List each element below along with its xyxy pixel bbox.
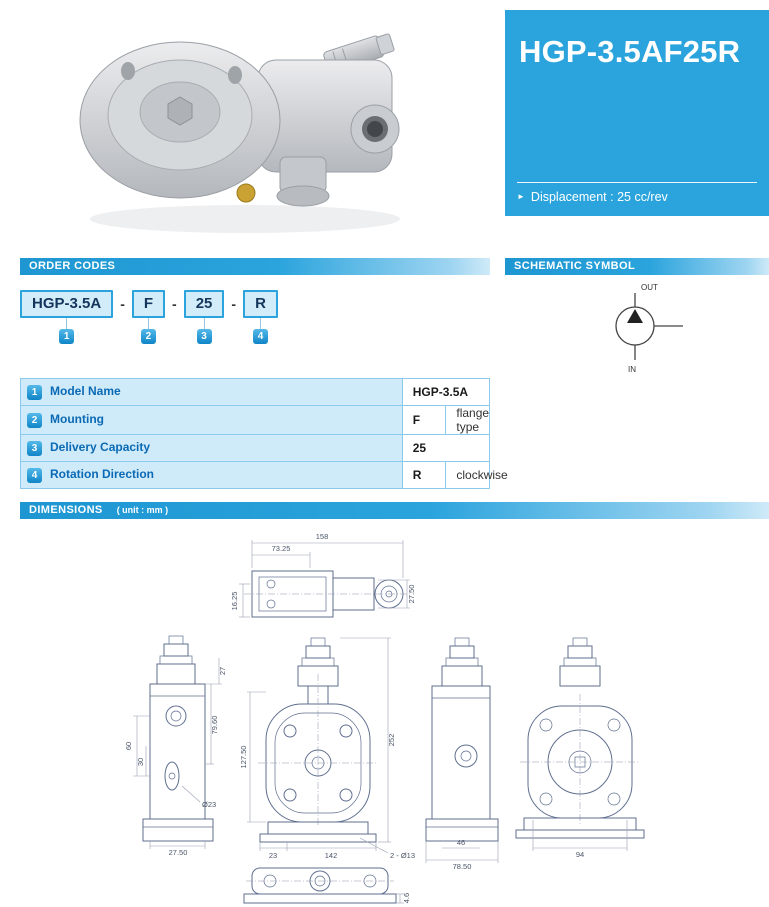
row-label: Delivery Capacity [50, 440, 151, 455]
order-codes-table [20, 378, 508, 489]
svg-text:73.25: 73.25 [271, 544, 291, 553]
row-label: Model Name [50, 384, 121, 399]
order-code-segment [132, 290, 165, 344]
svg-text:142: 142 [324, 851, 338, 860]
code-box-model: HGP-3.5A [20, 290, 113, 318]
badge-4: 4 [253, 329, 268, 344]
triangle-bullet-icon: ► [517, 192, 525, 201]
svg-text:27: 27 [218, 666, 227, 676]
dimension-drawings [0, 524, 769, 907]
dim-view-top [230, 532, 416, 617]
svg-text:79.60: 79.60 [210, 715, 219, 735]
svg-text:78.50: 78.50 [452, 862, 472, 871]
code-separator: - [231, 296, 237, 312]
code-box-rotation: R [243, 290, 278, 318]
svg-text:60: 60 [124, 741, 133, 751]
connector-line [204, 318, 205, 329]
row-code: F [402, 406, 446, 435]
table-row [21, 435, 490, 462]
svg-text:27.50: 27.50 [168, 848, 188, 857]
svg-text:127.50: 127.50 [239, 745, 248, 769]
row-desc: clockwise [446, 462, 490, 489]
brass-plug [237, 184, 255, 202]
table-row [21, 379, 490, 406]
svg-text:94: 94 [575, 850, 585, 859]
svg-text:27.50: 27.50 [407, 584, 416, 604]
dimensions-header [20, 502, 769, 519]
displacement-text: Displacement : 25 cc/rev [530, 190, 668, 204]
svg-text:23: 23 [268, 851, 278, 860]
code-separator: - [120, 296, 125, 312]
row-desc: flange type [446, 406, 490, 435]
svg-text:30: 30 [136, 757, 145, 767]
order-codes-header: ORDER CODES [20, 258, 490, 275]
svg-text:252: 252 [387, 733, 396, 747]
svg-text:Ø23: Ø23 [202, 800, 217, 809]
badge-1: 1 [59, 329, 74, 344]
order-code-segment [243, 290, 278, 344]
row-badge: 1 [27, 385, 42, 400]
svg-text:4.6: 4.6 [402, 892, 411, 904]
dim-view-bottom [244, 868, 411, 903]
dimensions-title: DIMENSIONS [29, 504, 103, 516]
connector-line [148, 318, 149, 329]
dimensions-unit: ( unit : mm ) [116, 505, 169, 515]
code-separator: - [172, 296, 177, 312]
order-code-segment [184, 290, 225, 344]
product-photo [30, 5, 470, 245]
title-panel [505, 10, 769, 216]
code-box-mounting: F [132, 290, 165, 318]
pump-triangle-icon [627, 309, 643, 323]
order-code-segment [20, 290, 113, 344]
schematic-in-label: IN [628, 365, 636, 374]
order-code-row [20, 290, 278, 344]
table-row [21, 406, 490, 435]
schematic-symbol-header: SCHEMATIC SYMBOL [505, 258, 769, 275]
row-label: Mounting [50, 412, 104, 427]
svg-text:46: 46 [456, 838, 466, 847]
displacement-line [517, 182, 757, 204]
dim-view-left [124, 636, 227, 857]
row-badge: 2 [27, 413, 42, 428]
schematic-out-label: OUT [641, 283, 658, 292]
connector-line [260, 318, 261, 329]
svg-text:158: 158 [315, 532, 329, 541]
code-box-capacity: 25 [184, 290, 225, 318]
badge-3: 3 [197, 329, 212, 344]
row-code: HGP-3.5A [402, 379, 489, 406]
row-label: Rotation Direction [50, 467, 154, 482]
page-title: HGP-3.5AF25R [519, 34, 741, 69]
table-row [21, 462, 490, 489]
row-badge: 4 [27, 468, 42, 483]
row-code: 25 [402, 435, 489, 462]
row-badge: 3 [27, 441, 42, 456]
dim-view-right [426, 638, 498, 871]
svg-text:2 - Ø13: 2 - Ø13 [390, 851, 416, 860]
dim-view-rear [516, 638, 644, 859]
dim-view-front [239, 638, 415, 860]
photo-shadow [90, 205, 400, 233]
connector-line [66, 318, 67, 329]
svg-text:16.25: 16.25 [230, 591, 239, 611]
badge-2: 2 [141, 329, 156, 344]
schematic-symbol [595, 280, 715, 385]
row-code: R [402, 462, 446, 489]
